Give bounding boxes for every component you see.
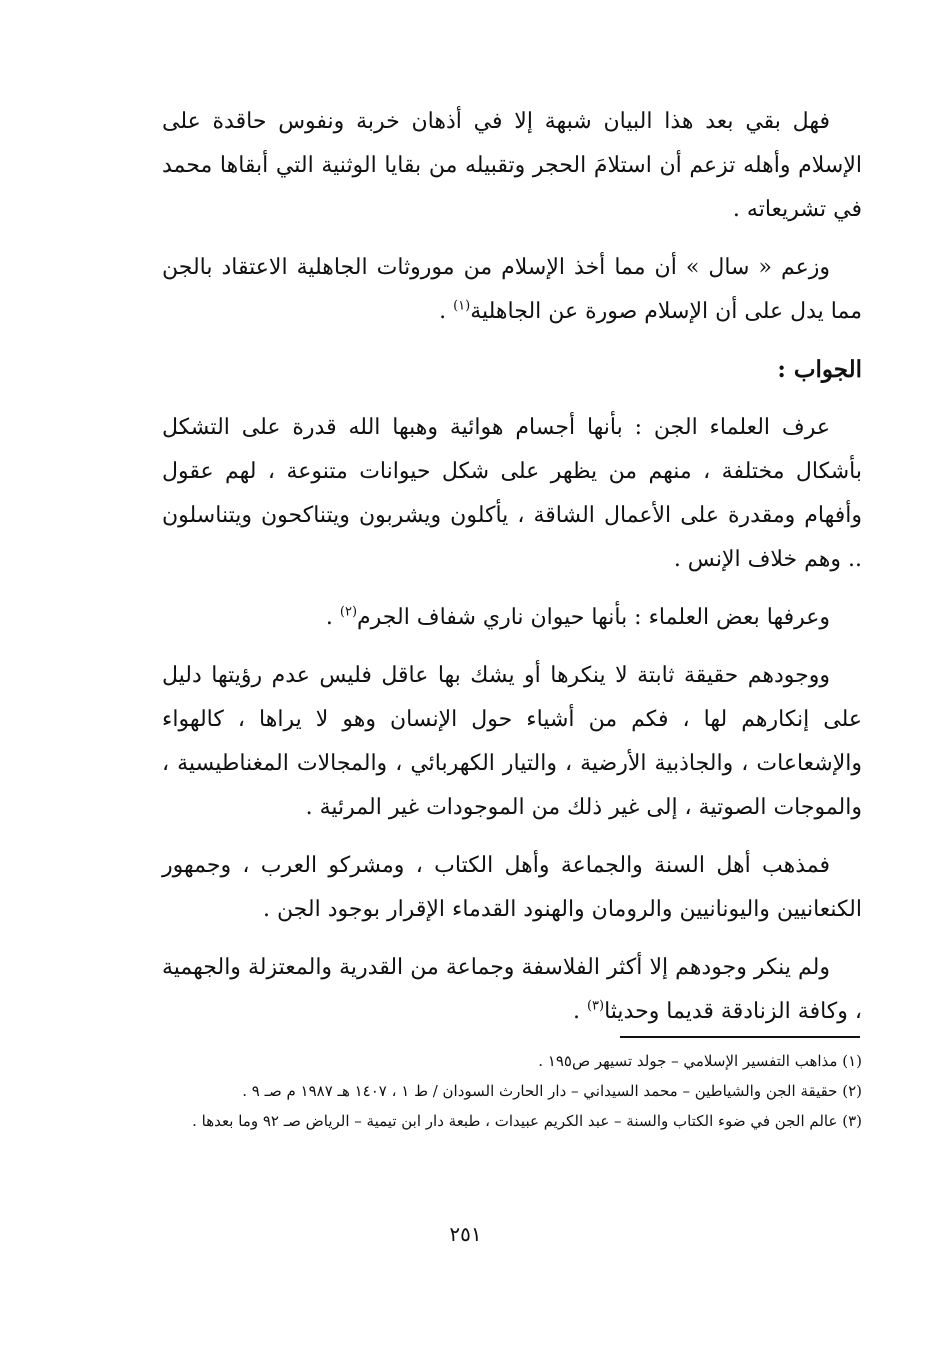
paragraph-text: فمذهب أهل السنة والجماعة وأهل الكتاب ، ومشركو العرب ، وجمهور الكنعانيين واليونانيين والرومان والهنود القدماء الإقرار بوجود الجن . (162, 853, 862, 922)
footnote: (٣) عالم الجن في ضوء الكتاب والسنة – عبد الكريم عبيدات ، طبعة دار ابن تيمية – الرياض صـ ٩٢ وما بعدها . (192, 1112, 862, 1130)
paragraph (162, 246, 862, 334)
paragraph-text: ولم ينكر وجودهم إلا أكثر الفلاسفة وجماعة من القدرية والمعتزلة والجهمية ، وكافة الزنادقة قديما وحديثا (162, 955, 862, 1024)
paragraph-text: ووجودهم حقيقة ثابتة لا ينكرها أو يشك بها عاقل فليس عدم رؤيتها دليل على إنكارهم لها ، فكم من أشياء حول الإنسان وهو لا يراها ، كالهواء والإشعاعات ، والجاذبية الأرضية ، والتيار الكهربائي ، والمجالات المغناطيسية ، والموجات الصوتية ، إلى غير ذلك من الموجودات غير المرئية . (162, 663, 862, 820)
paragraph-text: عرف العلماء الجن : بأنها أجسام هوائية وهبها الله قدرة على التشكل بأشكال مختلفة ، منهم من يظهر على شكل حيوانات متنوعة ، لهم عقول وأفهام ومقدرة على الأعمال الشاقة ، يأكلون ويشربون ويتناكحون ويتناسلون .. وهم خلاف الإنس . (162, 415, 862, 572)
main-text (162, 100, 862, 1048)
footnote-divider (620, 1036, 860, 1038)
footnote: (٢) حقيقة الجن والشياطين – محمد السيداني – دار الحارث السودان / ط ١ ، ١٤٠٧ هـ ١٩٨٧ م صـ ٩ . (242, 1082, 862, 1100)
paragraph (162, 406, 862, 582)
footnote-marker: (٣) (586, 998, 605, 1014)
paragraph-text: فهل بقي بعد هذا البيان شبهة إلا في أذهان خربة ونفوس حاقدة على الإسلام وأهله تزعم أن استلامَ الحجر وتقبيله من بقايا الوثنية التي أبقاها محمد في تشريعاته . (162, 109, 862, 222)
paragraph-end: . (572, 999, 587, 1024)
paragraph (162, 946, 862, 1034)
paragraph (162, 100, 862, 232)
paragraph (162, 596, 862, 640)
paragraph-end: . (325, 605, 340, 630)
paragraph-text: وزعم « سال » أن مما أخذ الإسلام من موروثات الجاهلية الاعتقاد بالجن مما يدل على أن الإسلام صورة عن الجاهلية (162, 255, 862, 324)
footnote-marker: (٢) (339, 604, 358, 620)
footnote: (١) مذاهب التفسير الإسلامي – جولد تسيهر ص١٩٥ . (538, 1052, 862, 1070)
footnote-marker: (١) (453, 298, 471, 314)
paragraph-text: وعرفها بعض العلماء : بأنها حيوان ناري شفاف الجرم (357, 605, 830, 630)
page-number: ٢٥١ (449, 1222, 482, 1246)
footnotes (162, 1048, 862, 1138)
paragraph (162, 654, 862, 830)
paragraph-end: . (439, 299, 454, 324)
section-heading: الجواب : (777, 356, 862, 383)
paragraph (162, 844, 862, 932)
